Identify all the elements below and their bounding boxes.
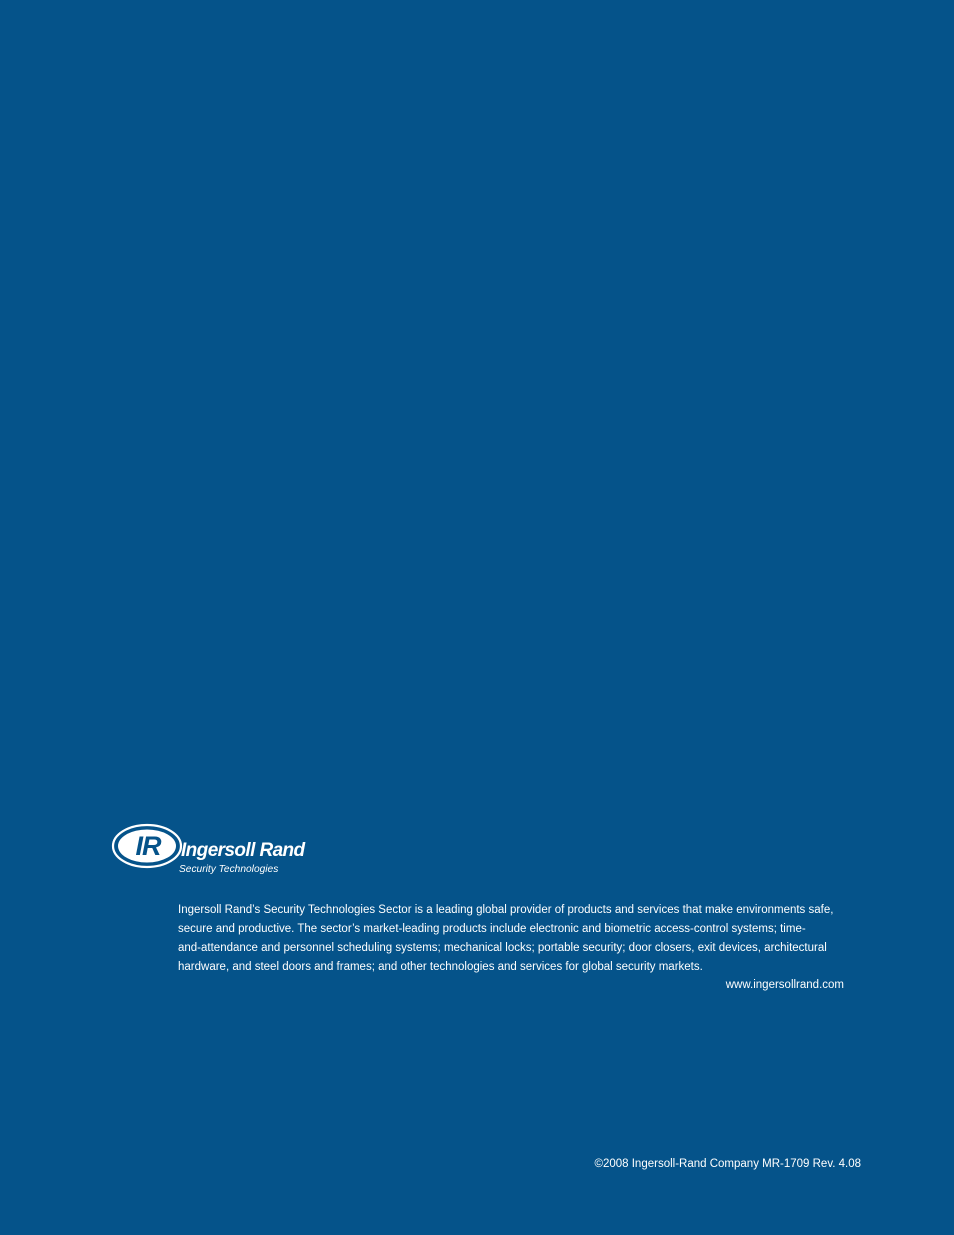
ir-logo-mark-icon: [111, 822, 183, 870]
brand-division: Security Technologies: [179, 864, 279, 875]
svg-text:IR: IR: [135, 831, 161, 861]
brand-name: Ingersoll Rand: [181, 840, 305, 861]
about-paragraph: Ingersoll Rand’s Security Technologies Sector is a leading global provider of products and services that make environments safe, secure and productive. The sector’s market-leading products include electronic and biometric access-control systems; time- and-attendance and personnel scheduling systems; mechanical locks; portable security; door closers, exit devices, architectural hardware, and steel doors and frames; and other technologies and services for global security markets.: [178, 904, 834, 973]
copyright-footer: ©2008 Ingersoll-Rand Company MR-1709 Rev. 4.08: [594, 1158, 861, 1170]
website-link[interactable]: www.ingersollrand.com: [725, 979, 844, 991]
ingersoll-rand-logo: [111, 822, 321, 880]
